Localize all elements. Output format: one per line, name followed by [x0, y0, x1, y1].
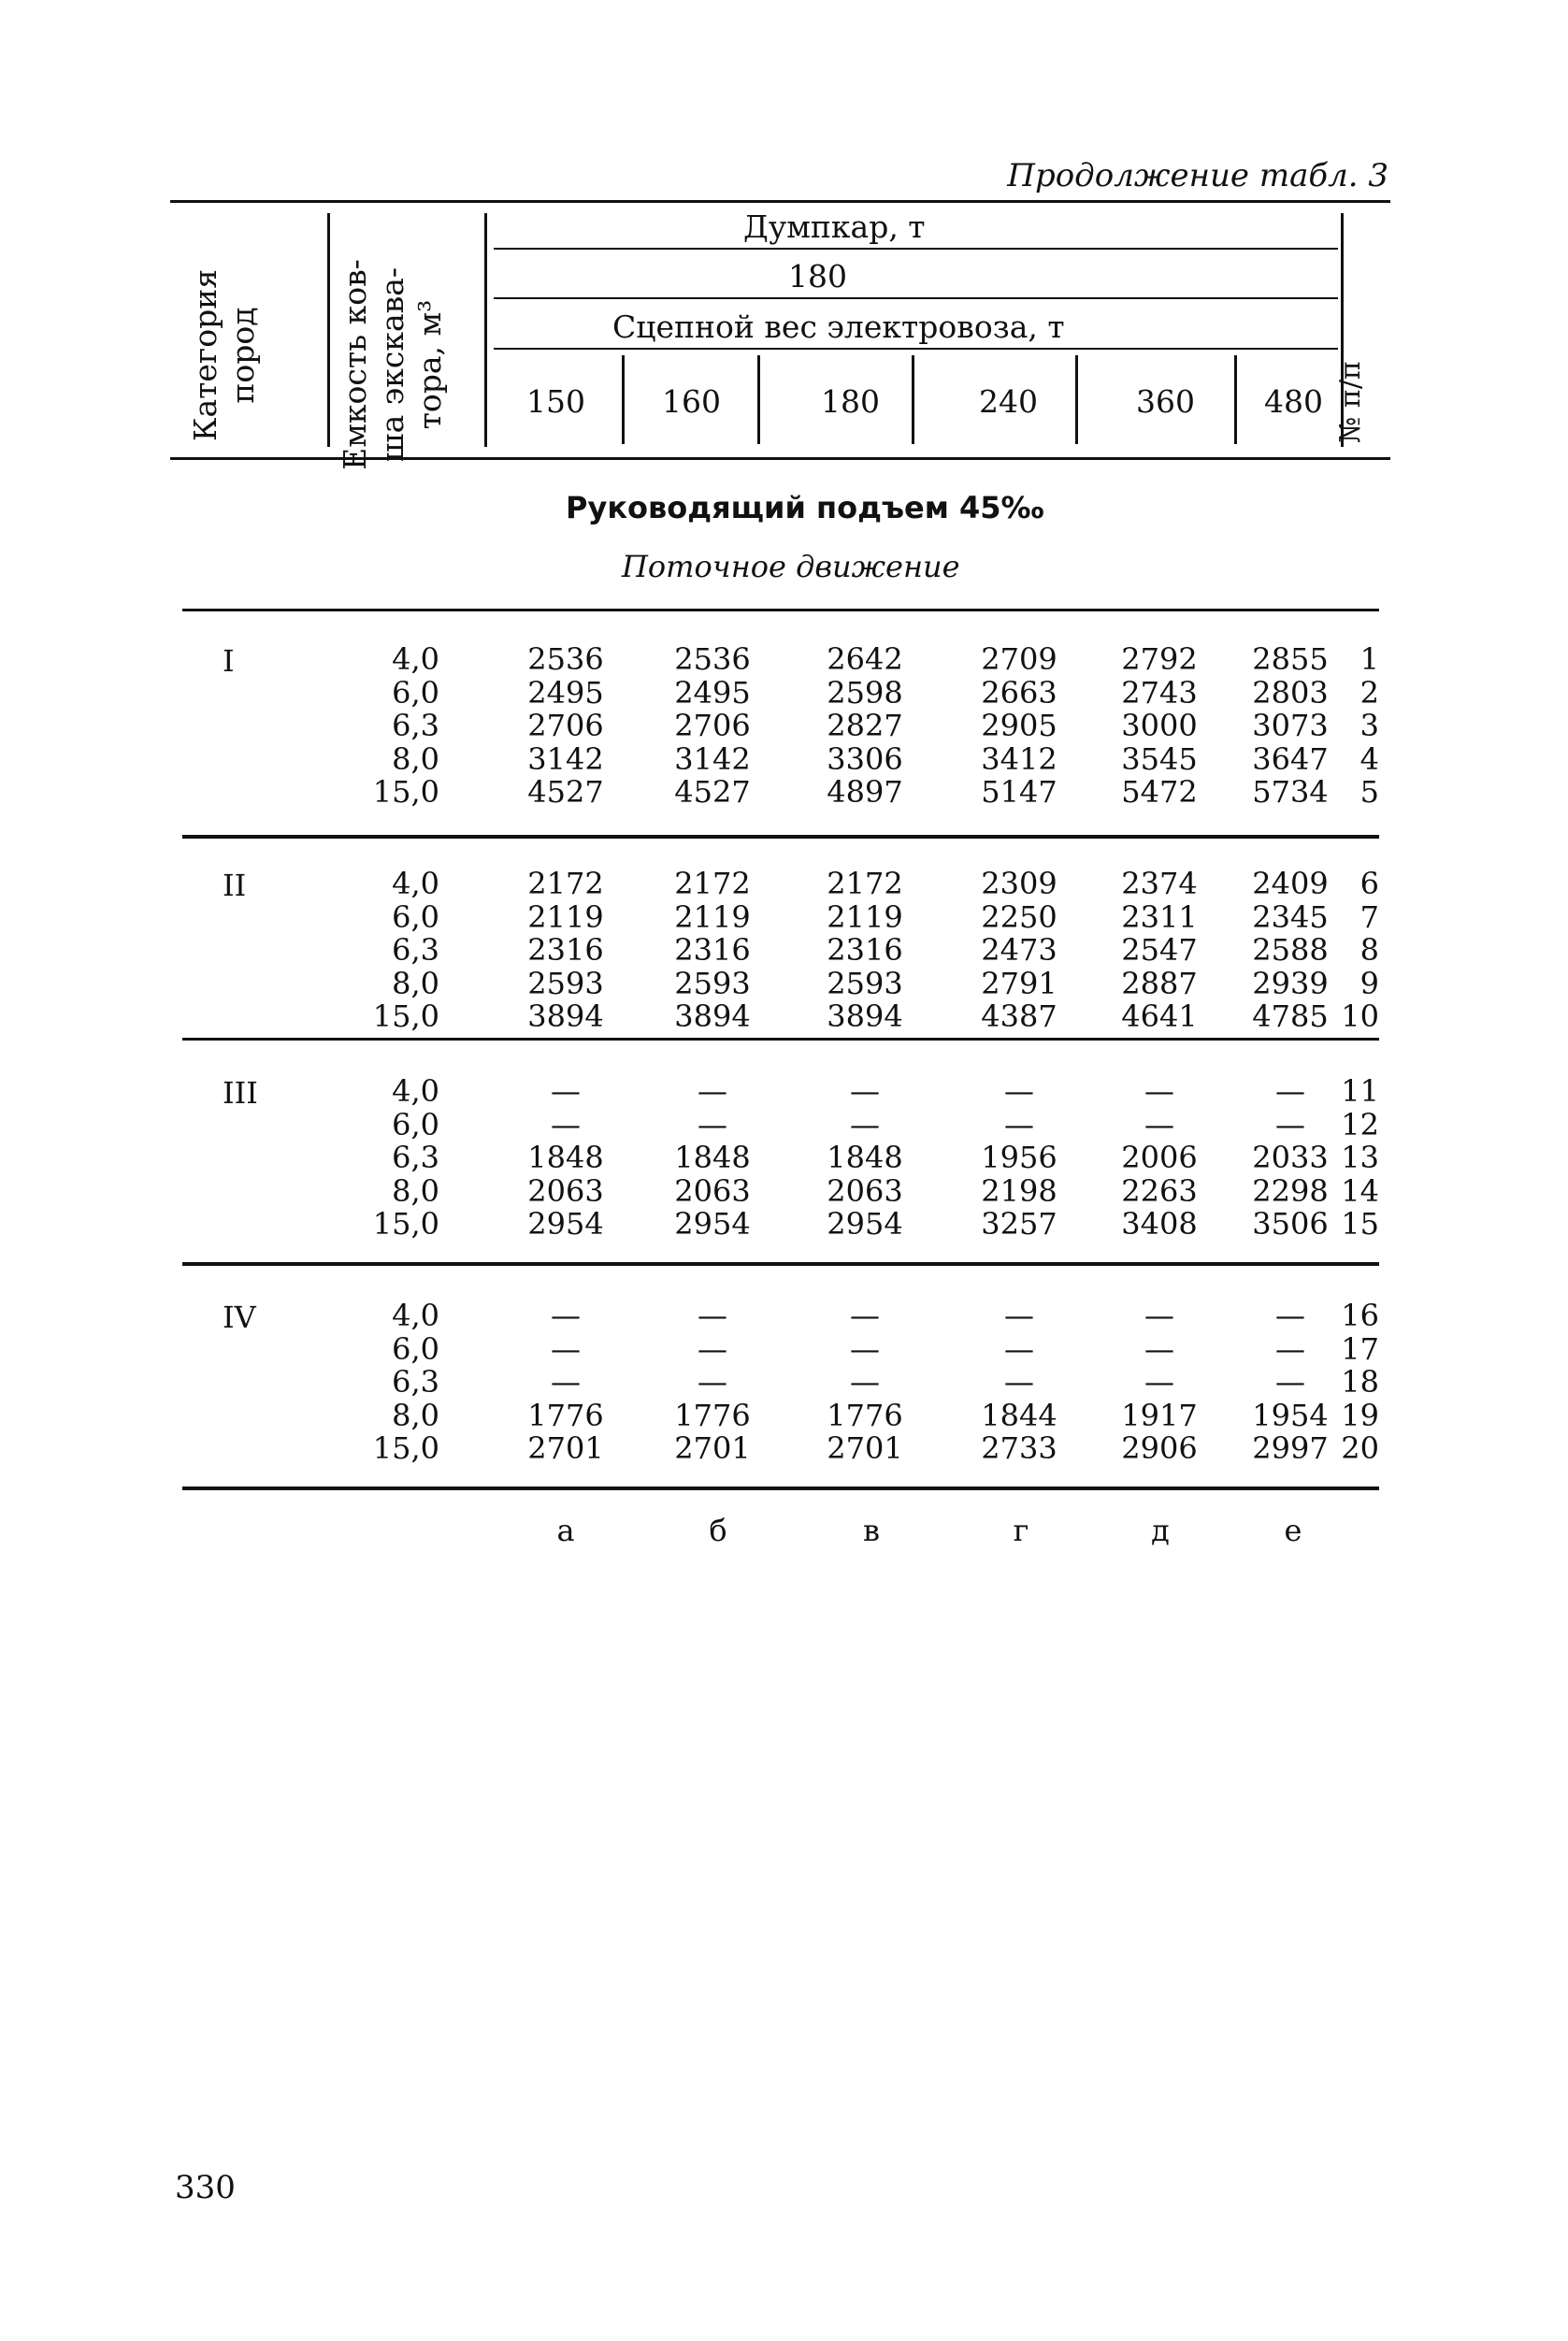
table-cell: 4897: [827, 774, 903, 810]
table-cell: 3412: [981, 740, 1057, 777]
table-cell: 2006: [1121, 1140, 1198, 1175]
table-cell: 2374: [1121, 866, 1198, 901]
table-cell: 2309: [981, 866, 1057, 901]
table-cell: 2316: [527, 932, 604, 968]
row-number: 3: [1359, 708, 1379, 743]
table-cell: 5147: [981, 774, 1057, 810]
section-subtitle: Поточное движение: [622, 549, 960, 584]
table-cell: 1776: [527, 1397, 604, 1433]
header-coupling-weight: Сцепной вес электровоза, т: [612, 309, 1065, 345]
table-cell: 2939: [1252, 965, 1329, 1001]
group-rule-2: [182, 1038, 1379, 1041]
capacity-value: 6,0: [392, 674, 439, 711]
table-cell: 2954: [674, 1206, 751, 1242]
header-capacity-label: Емкость ков-ша экскава-тора, м³: [337, 259, 448, 470]
table-cell: —: [850, 1364, 880, 1400]
capacity-value: 6,3: [392, 1140, 439, 1175]
weight-divider-1: [622, 355, 625, 444]
table-cell: 3306: [827, 740, 903, 777]
table-cell: —: [850, 1106, 880, 1142]
table-cell: —: [1275, 1298, 1305, 1333]
capacity-value: 6,3: [392, 1364, 439, 1400]
capacity-value: 8,0: [392, 1397, 439, 1433]
table-cell: —: [1275, 1106, 1305, 1142]
header-dumpcar: Думпкар, т: [743, 208, 926, 245]
column-letter-b: б: [709, 1513, 727, 1548]
header-weight-160: 160: [662, 383, 721, 420]
header-capacity: [337, 243, 468, 486]
header-weight-150: 150: [526, 383, 585, 420]
capacity-value: 15,0: [372, 774, 439, 810]
row-number: 17: [1341, 1330, 1379, 1367]
table-cell: 2997: [1252, 1430, 1329, 1466]
table-cell: 2298: [1252, 1172, 1329, 1209]
row-number: 16: [1341, 1298, 1379, 1333]
table-cell: —: [850, 1073, 880, 1109]
row-number: 8: [1359, 932, 1379, 968]
table-cell: 2119: [674, 898, 751, 935]
row-number: 15: [1341, 1206, 1379, 1242]
weight-divider-4: [1075, 355, 1078, 444]
table-cell: 1848: [674, 1140, 751, 1175]
table-cell: 2827: [827, 708, 903, 743]
row-number: 14: [1341, 1172, 1379, 1209]
table-cell: 2311: [1121, 898, 1198, 935]
table-cell: 2791: [981, 965, 1057, 1001]
table-cell: 2119: [527, 898, 604, 935]
column-letter-d: д: [1151, 1513, 1170, 1548]
capacity-value: 4,0: [392, 1298, 439, 1333]
table-cell: 3647: [1252, 740, 1329, 777]
capacity-value: 6,3: [392, 708, 439, 743]
table-cell: 2905: [981, 708, 1057, 743]
capacity-value: 6,0: [392, 1106, 439, 1142]
table-cell: 2743: [1121, 674, 1198, 711]
category-label: III: [223, 1075, 258, 1111]
table-cell: —: [1275, 1330, 1305, 1367]
table-cell: —: [1275, 1364, 1305, 1400]
table-cell: —: [850, 1298, 880, 1333]
table-cell: 2701: [827, 1430, 903, 1466]
table-cell: —: [698, 1073, 727, 1109]
table-cell: 2409: [1252, 866, 1329, 901]
table-cell: 2954: [827, 1206, 903, 1242]
table-cell: 2709: [981, 641, 1057, 677]
table-cell: 1848: [827, 1140, 903, 1175]
table-cell: 3506: [1252, 1206, 1329, 1242]
table-cell: 2495: [674, 674, 751, 711]
table-cell: 1954: [1252, 1397, 1329, 1433]
table-cell: 2250: [981, 898, 1057, 935]
table-cell: 2063: [674, 1172, 751, 1209]
row-number: 2: [1359, 674, 1379, 711]
row-number: 11: [1341, 1073, 1379, 1109]
category-label: IV: [223, 1300, 256, 1335]
capacity-value: 8,0: [392, 740, 439, 777]
weight-divider-3: [912, 355, 914, 444]
table-cell: 2803: [1252, 674, 1329, 711]
table-cell: 3257: [981, 1206, 1057, 1242]
header-category: [187, 243, 281, 467]
row-number: 4: [1359, 740, 1379, 777]
table-cell: 2706: [674, 708, 751, 743]
table-cell: 2733: [981, 1430, 1057, 1466]
table-cell: —: [1004, 1330, 1034, 1367]
table-cell: 3000: [1121, 708, 1198, 743]
header-row-no-label: № п/п: [1334, 360, 1367, 444]
table-cell: 5472: [1121, 774, 1198, 810]
row-number: 18: [1341, 1364, 1379, 1400]
dumpcar-value-rule: [494, 297, 1338, 299]
table-cell: —: [1275, 1073, 1305, 1109]
table-cell: 2063: [527, 1172, 604, 1209]
row-number: 7: [1359, 898, 1379, 935]
table-cell: 1956: [981, 1140, 1057, 1175]
capacity-value: 15,0: [372, 1430, 439, 1466]
group-rule-3: [182, 1262, 1379, 1266]
capacity-value: 8,0: [392, 1172, 439, 1209]
header-category-label: Категория пород: [187, 268, 261, 442]
table-cell: 2172: [674, 866, 751, 901]
table-cell: 4387: [981, 998, 1057, 1034]
capacity-value: 15,0: [372, 998, 439, 1034]
column-letter-v: в: [862, 1513, 880, 1548]
table-cell: 2855: [1252, 641, 1329, 677]
row-number: 13: [1341, 1140, 1379, 1175]
weight-divider-5: [1234, 355, 1237, 444]
table-cell: —: [1004, 1106, 1034, 1142]
capacity-value: 6,0: [392, 898, 439, 935]
page-number: 330: [175, 2169, 236, 2206]
capacity-value: 4,0: [392, 866, 439, 901]
table-cell: 4785: [1252, 998, 1329, 1034]
row-number: 6: [1359, 866, 1379, 901]
row-number: 12: [1341, 1106, 1379, 1142]
table-cell: —: [551, 1298, 581, 1333]
table-cell: 1848: [527, 1140, 604, 1175]
header-divider-2: [484, 213, 487, 447]
table-cell: 4527: [674, 774, 751, 810]
table-cell: —: [698, 1364, 727, 1400]
continuation-caption: Продолжение табл. 3: [1007, 157, 1388, 194]
table-cell: —: [1144, 1073, 1174, 1109]
table-cell: 2642: [827, 641, 903, 677]
table-cell: 2119: [827, 898, 903, 935]
header-dumpcar-value: 180: [788, 258, 847, 294]
table-cell: —: [698, 1330, 727, 1367]
capacity-value: 4,0: [392, 1073, 439, 1109]
table-cell: 3894: [827, 998, 903, 1034]
table-cell: —: [1144, 1106, 1174, 1142]
table-cell: —: [551, 1073, 581, 1109]
table-cell: 2473: [981, 932, 1057, 968]
header-weight-480: 480: [1264, 383, 1323, 420]
table-cell: 3894: [674, 998, 751, 1034]
table-cell: —: [1004, 1073, 1034, 1109]
table-cell: 2345: [1252, 898, 1329, 935]
table-cell: 4527: [527, 774, 604, 810]
table-cell: —: [1004, 1298, 1034, 1333]
table-cell: 2598: [827, 674, 903, 711]
table-cell: 2033: [1252, 1140, 1329, 1175]
table-cell: 3545: [1121, 740, 1198, 777]
table-cell: 2172: [527, 866, 604, 901]
body-top-rule: [182, 609, 1379, 611]
capacity-value: 15,0: [372, 1206, 439, 1242]
table-cell: —: [698, 1298, 727, 1333]
table-cell: 2792: [1121, 641, 1198, 677]
header-weight-240: 240: [979, 383, 1038, 420]
category-label: I: [223, 643, 235, 679]
category-label: II: [223, 868, 247, 903]
table-cell: —: [1144, 1364, 1174, 1400]
table-cell: 2593: [674, 965, 751, 1001]
table-cell: 2706: [527, 708, 604, 743]
table-cell: 2954: [527, 1206, 604, 1242]
group-rule-1: [182, 835, 1379, 839]
row-number: 19: [1341, 1397, 1379, 1433]
table-cell: 4641: [1121, 998, 1198, 1034]
table-cell: 2663: [981, 674, 1057, 711]
header-top-rule: [170, 200, 1390, 203]
capacity-value: 6,3: [392, 932, 439, 968]
table-cell: 2536: [527, 641, 604, 677]
table-cell: 2701: [527, 1430, 604, 1466]
table-cell: 5734: [1252, 774, 1329, 810]
row-number: 5: [1359, 774, 1379, 810]
table-cell: 2536: [674, 641, 751, 677]
table-cell: 2172: [827, 866, 903, 901]
section-title: Руководящий подъем 45‰: [566, 490, 1044, 525]
table-cell: 2316: [827, 932, 903, 968]
row-number: 20: [1341, 1430, 1379, 1466]
row-number: 1: [1359, 641, 1379, 677]
table-cell: 3142: [674, 740, 751, 777]
table-cell: 2263: [1121, 1172, 1198, 1209]
table-cell: 3073: [1252, 708, 1329, 743]
table-cell: 2198: [981, 1172, 1057, 1209]
header-weight-180: 180: [821, 383, 880, 420]
coupling-rule: [494, 348, 1338, 350]
table-cell: 2063: [827, 1172, 903, 1209]
table-cell: —: [850, 1330, 880, 1367]
row-number: 9: [1359, 965, 1379, 1001]
table-cell: 3894: [527, 998, 604, 1034]
header-weight-360: 360: [1136, 383, 1195, 420]
row-number: 10: [1341, 998, 1379, 1034]
table-cell: 2495: [527, 674, 604, 711]
column-letter-e: е: [1284, 1513, 1302, 1548]
table-cell: —: [551, 1330, 581, 1367]
body-bottom-rule: [182, 1486, 1379, 1490]
table-cell: 2887: [1121, 965, 1198, 1001]
weight-divider-2: [757, 355, 760, 444]
column-letter-g: г: [1013, 1513, 1029, 1548]
capacity-value: 6,0: [392, 1330, 439, 1367]
table-cell: 2906: [1121, 1430, 1198, 1466]
table-cell: 1776: [674, 1397, 751, 1433]
table-cell: 1844: [981, 1397, 1057, 1433]
table-cell: —: [1144, 1330, 1174, 1367]
table-cell: —: [698, 1106, 727, 1142]
table-cell: 3408: [1121, 1206, 1198, 1242]
dumpcar-rule: [494, 248, 1338, 250]
table-cell: —: [551, 1106, 581, 1142]
header-row-no: [1332, 341, 1388, 463]
table-cell: —: [1144, 1298, 1174, 1333]
table-cell: 2593: [827, 965, 903, 1001]
capacity-value: 8,0: [392, 965, 439, 1001]
column-letter-a: а: [556, 1513, 575, 1548]
table-cell: 2593: [527, 965, 604, 1001]
table-cell: 2701: [674, 1430, 751, 1466]
table-cell: 1917: [1121, 1397, 1198, 1433]
table-cell: 3142: [527, 740, 604, 777]
table-cell: 2316: [674, 932, 751, 968]
header-divider-1: [327, 213, 330, 447]
table-cell: 2547: [1121, 932, 1198, 968]
table-cell: 1776: [827, 1397, 903, 1433]
table-cell: —: [551, 1364, 581, 1400]
table-cell: 2588: [1252, 932, 1329, 968]
table-cell: —: [1004, 1364, 1034, 1400]
capacity-value: 4,0: [392, 641, 439, 677]
